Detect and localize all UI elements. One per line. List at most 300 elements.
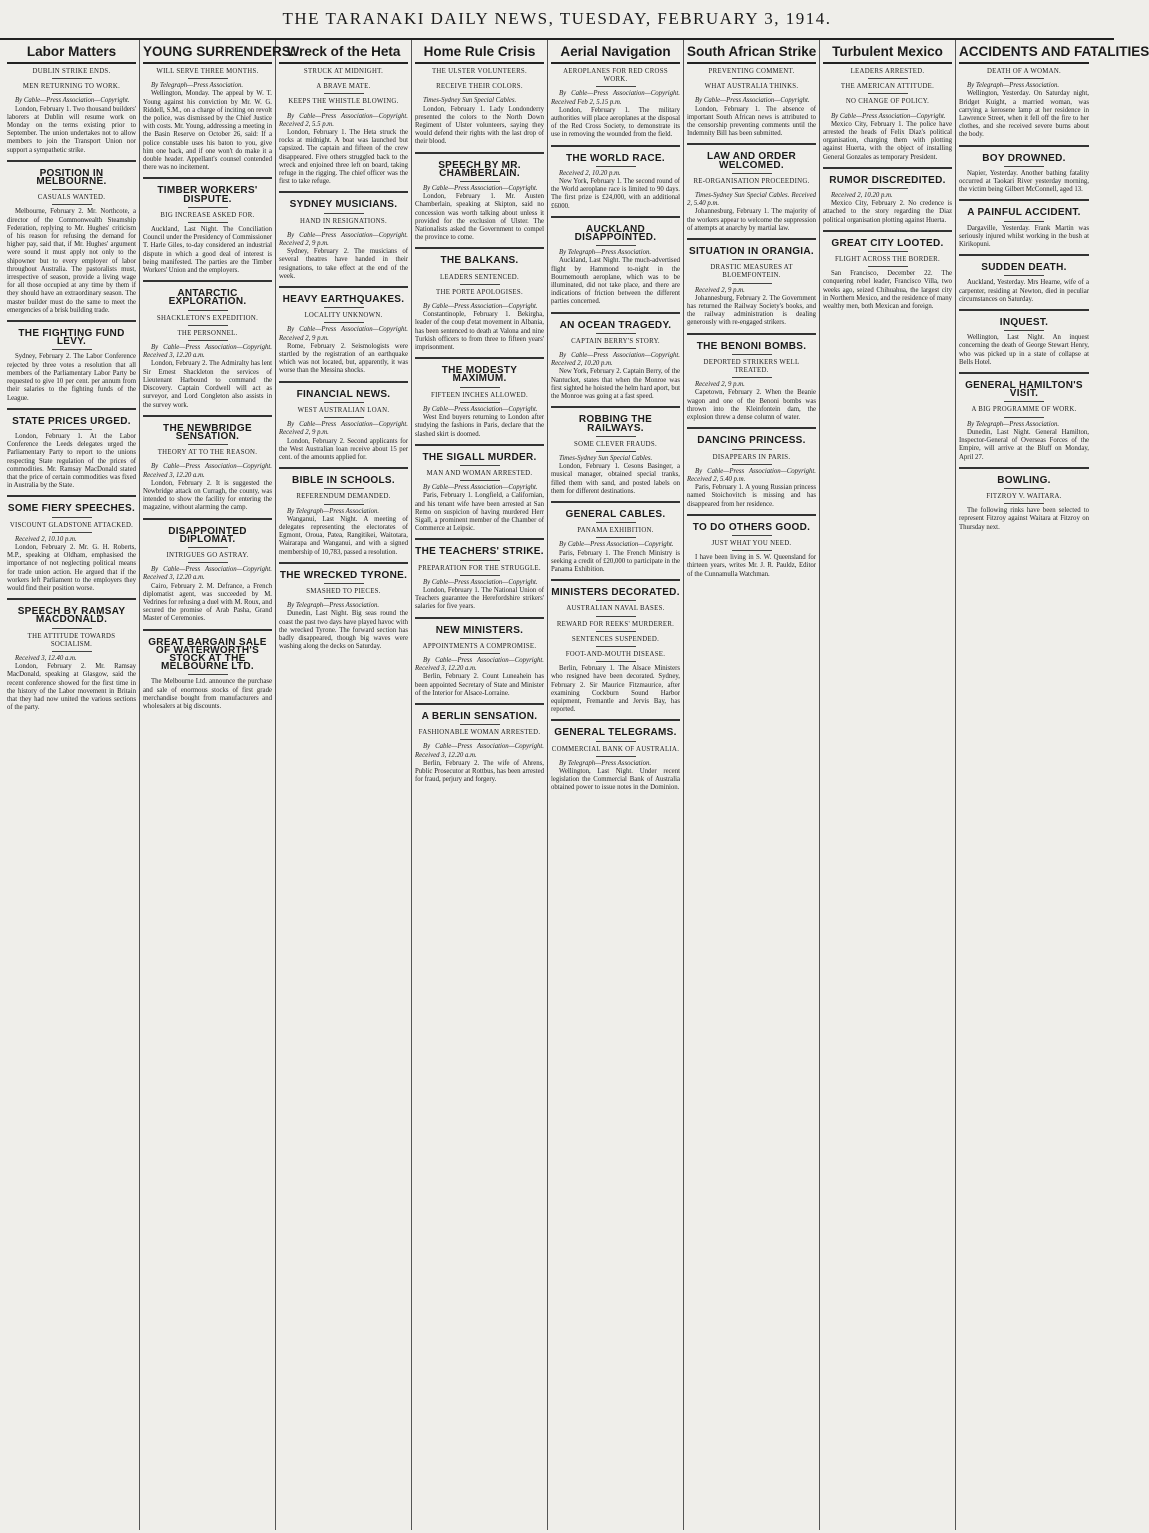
article-subheading: POSITION IN MELBOURNE. (36, 167, 107, 188)
article-subheading: THE ATTITUDE TOWARDS SOCIALISM. (27, 632, 116, 648)
heading-rule (324, 307, 364, 308)
heading-rule (460, 653, 500, 654)
article-separator (687, 427, 816, 429)
article-subheading: NO CHANGE OF POLICY. (845, 98, 930, 106)
article-body: Berlin, February 1. The Alsace Ministers who resigned have been decorated. Sydney, February 2. Sir Maurice Fitzmaurice, after examining Cockburn Sound Harbor equipment, Fremantle and Jervis Bay, has reported. (551, 665, 680, 714)
article-subheading: THE NEWBRIDGE SENSATION. (163, 422, 252, 442)
heading-rule (460, 269, 500, 270)
heading-rule (1004, 330, 1044, 331)
heading-rule (188, 325, 228, 326)
heading-rule (460, 739, 500, 740)
heading-rule (324, 504, 364, 505)
heading-rule (868, 266, 908, 267)
article-body: Berlin, February 2. Count Luneahein has been appointed Secretary of State and Minister of the Interior for Alsace-Lorraine. (415, 673, 544, 697)
article-subheading: STRUCK AT MIDNIGHT. (303, 68, 384, 75)
article-credit: By Cable—Press Association—Copyright. (831, 112, 946, 120)
heading-rule (596, 436, 636, 437)
article-credit: By Cable—Press Association—Copyright. Received 2, 5.40 p.m. (687, 467, 816, 483)
article-separator (551, 145, 680, 147)
column-heading: Labor Matters (7, 42, 136, 64)
heading-rule (188, 459, 228, 460)
article-separator (551, 312, 680, 314)
heading-rule (732, 535, 772, 536)
article-credit: By Telegraph—Press Association. (151, 82, 244, 90)
article-subheading: LAW AND ORDER WELCOMED. (706, 151, 797, 171)
article-separator (959, 372, 1089, 374)
heading-rule (324, 93, 364, 94)
article-subheading: MEN RETURNING TO WORK. (22, 83, 121, 91)
article-separator (279, 381, 408, 383)
heading-rule (596, 661, 636, 662)
article-body: London, February 1. Mr. Austen Chamberlain, speaking at Skipton, said no concession was worth talking about unless it provided for the exclusion of Ulster. The Nationalists asked the Government to compel the province to come. (415, 193, 544, 242)
heading-rule (52, 78, 92, 79)
article (7, 598, 136, 712)
article-body: Wanganui, Last Night. A meeting of delegates representing the electorates of Egmont, Oroua, Patea, Rangitikei, Waitotara, Wairarapa and Wanganui, and with a signed membership of 10,783, passed a resolution. (279, 515, 408, 556)
article-separator (823, 230, 952, 232)
article-subheading: CASUALS WANTED. (37, 194, 106, 202)
article-body: London, February 1. The military authorities will place aeroplanes at the disposal of the Red Cross Society, to demonstrate its use in removing the wounded from the field. (551, 106, 680, 139)
article-body: Mexico City, February 2. No credence is attached to the story regarding the Diaz political organisation plotting against Huerta. (823, 200, 952, 224)
heading-rule (324, 488, 364, 489)
heading-rule (460, 181, 500, 182)
article-subheading: CAPTAIN BERRY'S STORY. (571, 337, 660, 345)
article-credit: By Cable—Press Association—Copyright. (423, 484, 538, 492)
heading-rule (732, 550, 772, 551)
article-credit: By Cable—Press Association—Copyright. (423, 303, 538, 311)
article-subheading: SYDNEY MUSICIANS. (289, 199, 398, 211)
heading-rule (52, 349, 92, 350)
article-body: London, February 1. The National Union of Teachers guarantee the Herefordshire strikers' salaries for five years. (415, 586, 544, 611)
column-6 (684, 40, 820, 1530)
article-separator (143, 629, 272, 631)
article (415, 357, 544, 438)
article (551, 145, 680, 211)
article-subheading: FINANCIAL NEWS. (296, 388, 391, 400)
article-subheading: FITZROY V. WAITARA. (986, 492, 1062, 500)
article (551, 312, 680, 402)
masthead: THE TARANAKI DAILY NEWS, TUESDAY, FEBRUARY 3, 1914. (0, 0, 1114, 40)
article-subheading: A BRAVE MATE. (316, 83, 371, 91)
article-subheading: REFERENDUM DEMANDED. (296, 493, 391, 501)
article-separator (7, 160, 136, 162)
article (687, 68, 816, 138)
article (687, 333, 816, 423)
article-body: Mexico City, February 1. The police have arrested the heads of Felix Diaz's political organisation, charging them with plotting against Huerta, with the object of installing General Gonzales as temporary President. (823, 120, 952, 161)
heading-rule (460, 724, 500, 725)
article-credit: By Cable—Press Association—Copyright. (15, 97, 130, 105)
article (143, 280, 272, 409)
article-body: London, February 2. Second applicants for the West Australian loan receive about 15 per cent. of the amounts applied for. (279, 437, 408, 461)
heading-rule (460, 575, 500, 576)
article-separator (143, 415, 272, 417)
article-subheading: DEPORTED STRIKERS WELL TREATED. (703, 358, 800, 375)
heading-rule (732, 449, 772, 450)
article-subheading: THE PERSONNEL. (177, 329, 238, 337)
heading-rule (596, 522, 636, 523)
article-subheading: SOME FIERY SPEECHES. (7, 503, 136, 515)
column-heading: South African Strike (687, 42, 816, 64)
article-separator (687, 143, 816, 145)
heading-rule (732, 354, 772, 355)
heading-rule (52, 189, 92, 190)
article-credit: By Cable—Press Association—Copyright. (695, 97, 810, 105)
article-separator (279, 191, 408, 193)
heading-rule (596, 348, 636, 349)
article-separator (823, 167, 952, 169)
article-body: Dargaville, Yesterday. Frank Martin was seriously injured whilst working in the bush at Kirikopuni. (959, 224, 1089, 249)
article-subheading: RUMOR DISCREDITED. (829, 174, 946, 186)
heading-rule (868, 251, 908, 252)
article-separator (551, 501, 680, 503)
article-subheading: THE AMERICAN ATTITUDE. (840, 83, 935, 91)
article-body: Berlin, February 2. The wife of Ahrens, Public Prosecutor at Rottbus, has been arrested for fraud, perjury and forgery. (415, 759, 544, 784)
article-body: Wellington, Last Night. An inquest concerning the death of George Stewart Henry, who was picked up in a state of collapse at Bells Hotel. (959, 334, 1089, 366)
article-body: The Melbourne Ltd. announce the purchase and sale of enormous stocks of first grade merchandise bought from manufacturers and wholesalers at big discounts. (143, 678, 272, 710)
article-separator (143, 280, 272, 282)
article-credit: By Telegraph—Press Association. (559, 249, 652, 257)
article (279, 191, 408, 281)
article (687, 238, 816, 328)
article-separator (687, 514, 816, 516)
article-subheading: LEADERS SENTENCED. (439, 273, 520, 281)
article-body: Rome, February 2. Seismologists were startled by the registration of an earthquake which was not located, but, apparently, it was worse than the Messina shocks. (279, 342, 408, 375)
article-body: London, February 2. It is suggested the Newbridge attack on Curragh, the county, was intended to show the facility for entering the magazine, without alarming the camp. (143, 479, 272, 512)
heading-rule (324, 322, 364, 323)
heading-rule (188, 207, 228, 208)
article-subheading: SOME CLEVER FRAUDS. (574, 440, 657, 448)
column-8 (956, 40, 1149, 1530)
article-subheading: AUSTRALIAN NAVAL BASES. (566, 605, 665, 613)
article-credit: By Cable—Press Association—Copyright. (423, 578, 538, 586)
article-subheading: AN OCEAN TRAGEDY. (559, 319, 672, 331)
heading-rule (596, 86, 636, 87)
article-body: London, February 1. The Heta struck the rocks at midnight. A boat was launched but capsized. The captain and fifteen of the crew disappeared. Five others struggled back to the wreck and enjoined three left on board, taking refuge in the rigging. The chief officer was the first to take refuge. (279, 129, 408, 186)
article-body: Johannesburg, February 2. The Government has returned the Railway Society's books, and the railway administration is dealing generously with re-engaged strikers. (687, 294, 816, 327)
article-subheading: GENERAL HAMILTON'S VISIT. (965, 380, 1083, 400)
article-body: Melbourne, February 2. Mr. Northcote, a director of the Commonwealth Steamship Federation, replying to Mr. Hughes' criticism of his reason for refusing the demand for higher pay, said that, if Mr. Hughes' argument were sound it must apply not only to the shipowner but to every employer of labor throughout Australia. The pastoralists must, irrespective of season, provide a living wage for all those occupied at any time by them if they should have an extraordinary season. The master builder must do the same to meet the emergencies of a brisk building trade. (7, 208, 136, 314)
article (279, 68, 408, 186)
article-body: Capetown, February 2. When the Beanie wagon and one of the Benoni bombs was thrown into the Kleinfontein dam, the explosion threw a dense column of water. (687, 389, 816, 422)
article (551, 216, 680, 307)
article-subheading: COMMERCIAL BANK OF AUSTRALIA. (551, 745, 680, 753)
article-subheading: FOOT-AND-MOUTH DISEASE. (565, 650, 666, 658)
article-subheading: LOCALITY UNKNOWN. (304, 312, 383, 320)
article-separator (415, 444, 544, 446)
article-credit: By Cable—Press Association—Copyright. Received 2, 10.20 p.m. (551, 352, 680, 368)
heading-rule (596, 616, 636, 617)
article-subheading: JUST WHAT YOU NEED. (711, 539, 792, 547)
article (7, 68, 136, 155)
article-body: Napier, Yesterday. Another bathing fatality occurred at Taokari River yesterday morning, the victim being Gilbert McConnell, aged 13. (959, 169, 1089, 194)
heading-rule (324, 598, 364, 599)
article-separator (7, 320, 136, 322)
article-subheading: SENTENCES SUSPENDED. (571, 635, 660, 643)
heading-rule (188, 444, 228, 445)
article-subheading: DUBLIN STRIKE ENDS. (32, 68, 111, 75)
article-body: West End buyers returning to London after studying the fashions in Paris, declare that the slashed skirt is doomed. (415, 414, 544, 438)
article (7, 320, 136, 403)
article (415, 617, 544, 698)
article-credit: By Cable—Press Association—Copyright. Received 2, 5.5 p.m. (279, 112, 408, 128)
heading-rule (732, 188, 772, 189)
article-credit: By Cable—Press Association—Copyright. Received 2, 9 p.m. (279, 231, 408, 248)
article-subheading: THE FIGHTING FUND LEVY. (18, 328, 125, 348)
article (415, 538, 544, 611)
article-body: I have been living in S. W. Queensland for thirteen years, writes Mr. J. R. Pauldz, Editor of the Cunnamulla Watchman. (687, 554, 816, 578)
heading-rule (52, 628, 92, 629)
article-body: Auckland, Last Night. The much-advertised flight by Hammond to-night in the Bournemouth aeroplane, which was to be illuminated, did not take place, and there are indications of friction between the different parties concerned. (551, 257, 680, 306)
article (279, 381, 408, 462)
article-subheading: THE PORTE APOLOGISES. (436, 288, 523, 296)
article-subheading: REWARD FOR REEKS' MURDERER. (556, 620, 675, 628)
article-subheading: VISCOUNT GLADSTONE ATTACKED. (9, 521, 134, 529)
article (959, 199, 1089, 249)
article-credit: By Telegraph—Press Association. (287, 602, 380, 610)
heading-rule (460, 387, 500, 388)
article (7, 495, 136, 593)
article (551, 406, 680, 496)
article (959, 372, 1089, 462)
heading-rule (1004, 166, 1044, 167)
article-separator (143, 177, 272, 179)
article-subheading: INTRIGUES GO ASTRAY. (166, 551, 249, 559)
article-separator (959, 309, 1089, 311)
article-subheading: INQUEST. (999, 317, 1049, 329)
article (959, 68, 1089, 140)
heading-rule (732, 283, 772, 284)
article-credit: By Cable—Press Association—Copyright. Received 3, 12.20 a.m. (143, 463, 272, 479)
heading-rule (1004, 221, 1044, 222)
article (959, 254, 1089, 304)
article (823, 167, 952, 225)
heading-rule (188, 78, 228, 79)
column-heading: Turbulent Mexico (823, 42, 952, 64)
article-subheading: MAN AND WOMAN ARRESTED. (426, 469, 533, 477)
heading-rule (732, 173, 772, 174)
article-subheading: THE WRECKED TYRONE. (279, 569, 408, 581)
article-credit: By Telegraph—Press Association. (967, 420, 1060, 428)
article-credit: Times-Sydney Sun Special Cables. (423, 97, 517, 105)
article (551, 501, 680, 574)
article-credit: By Cable—Press Association—Copyright. Received 3, 12.20 a.m. (415, 743, 544, 759)
article-subheading: THE WORLD RACE. (566, 152, 665, 164)
article-body: Wellington, Yesterday. On Saturday night, Bridget Kuight, a married woman, was carrying a kerosene lamp at her residence in Lawrence Street, when it fell off the fire to her clothes, and she received severe burns about the body. (959, 90, 1089, 139)
article-body: Wellington, Monday. The appeal by W. T. Young against his conviction by Mr. W. G. Riddell, S.M., on a charge of inciting on revolt the police, was dismissed by the Chief Justice with costs. Mr. Young, addressing a meeting in the Basin Reserve on October 26, said: If a police constable uses his baton to you, give him one back, and if one won't do make it a double header. Appellant's counsel contended there was no incitement. (143, 90, 272, 172)
article-credit: By Cable—Press Association—Copyright. Received Feb 2, 5.15 p.m. (551, 90, 680, 106)
article-subheading: A BERLIN SENSATION. (421, 710, 538, 722)
article-subheading: A BIG PROGRAMME OF WORK. (971, 406, 1077, 414)
article-separator (143, 518, 272, 520)
heading-rule (596, 631, 636, 632)
article-subheading: DISAPPOINTED DIPLOMAT. (168, 525, 247, 545)
article-subheading: BOY DROWNED. (982, 152, 1066, 164)
article-subheading: HEAVY EARTHQUAKES. (282, 294, 405, 306)
heading-rule (1004, 78, 1044, 79)
article-separator (415, 617, 544, 619)
article-subheading: SHACKLETON'S EXPEDITION. (156, 314, 259, 322)
heading-rule (188, 222, 228, 223)
heading-rule (52, 93, 92, 94)
article (823, 230, 952, 311)
article-separator (959, 199, 1089, 201)
article-separator (687, 333, 816, 335)
article-subheading: SPEECH BY RAMSAY MACDONALD. (17, 606, 126, 626)
heading-rule (596, 166, 636, 167)
column-5 (548, 40, 684, 1530)
heading-rule (188, 340, 228, 341)
article-body: Dunedin, Last Night. General Hamilton, Inspector-General of Overseas Forces of the Empire, will arrive at the Bluff on Monday, April 27. (959, 428, 1089, 461)
article-subheading: SMASHED TO PIECES. (306, 587, 381, 595)
article (7, 408, 136, 491)
article-credit: By Cable—Press Association—Copyright. Received 3, 12.20 a.m. (143, 566, 272, 582)
article-subheading: RE-ORGANISATION PROCEEDING. (693, 177, 810, 185)
article-subheading: PREVENTING COMMENT. (708, 68, 795, 75)
heading-rule (868, 109, 908, 110)
article-subheading: APPOINTMENTS A COMPROMISE. (422, 642, 537, 650)
heading-rule (324, 402, 364, 403)
article-separator (959, 254, 1089, 256)
article-subheading: WEST AUSTRALIAN LOAN. (297, 406, 390, 414)
heading-rule (460, 93, 500, 94)
article-separator (551, 406, 680, 408)
article-body: Cairo, February 2. M. Defrance, a French diplomatist agent, was succeeded by M. Vedrines for refusing a duel with M. Roux, and secured the promise of Arab Pasha, Grand Master of Ceremonies. (143, 582, 272, 623)
article (959, 309, 1089, 367)
heading-rule (188, 562, 228, 563)
heading-rule (596, 537, 636, 538)
heading-rule (596, 756, 636, 757)
article-subheading: WHAT AUSTRALIA THINKS. (704, 83, 799, 91)
article-body: Wellington, Last Night. Under recent legislation the Commercial Bank of Australia obtained power to issue notes in the Dominion. (551, 767, 680, 792)
heading-rule (596, 333, 636, 334)
article-subheading: PANAMA EXHIBITION. (577, 527, 654, 535)
heading-rule (188, 310, 228, 311)
article-body: London, February 1. At the Labor Conference the Leeds delegates urged the Parliamentary Party to report to the unions respecting State regulation of the prices of commodities. Mr. Ramsay MacDonald stated that the price of certain commodities was fixed in Australia by the State. (7, 432, 136, 490)
column-heading: YOUNG SURRENDERS. (143, 42, 272, 64)
article-credit: Received 2, 10.10 p.m. (15, 535, 77, 543)
heading-rule (324, 228, 364, 229)
article (415, 152, 544, 243)
article (415, 68, 544, 147)
article-credit: By Telegraph—Press Association. (967, 82, 1060, 90)
column-7 (820, 40, 956, 1530)
heading-rule (1004, 503, 1044, 504)
article (143, 177, 272, 275)
article-subheading: HAND IN RESIGNATIONS. (300, 217, 387, 225)
article (415, 444, 544, 534)
article (551, 68, 680, 140)
article (143, 518, 272, 624)
article-subheading: KEEPS THE WHISTLE BLOWING. (288, 98, 399, 106)
article-body: London, February 1. The absence of important South African news is attributed to the censorship preventing comments until the Indemnity Bill has been submitted. (687, 105, 816, 138)
heading-rule (324, 417, 364, 418)
article-subheading: SPEECH BY MR. CHAMBERLAIN. (438, 159, 521, 179)
heading-rule (460, 402, 500, 403)
article-subheading: NEW MINISTERS. (435, 624, 524, 636)
heading-rule (732, 464, 772, 465)
article (143, 415, 272, 513)
heading-rule (596, 245, 636, 246)
article (959, 467, 1089, 532)
heading-rule (324, 78, 364, 79)
heading-rule (596, 600, 636, 601)
heading-rule (1004, 275, 1044, 276)
article-subheading: FLIGHT ACROSS THE BORDER. (834, 256, 941, 264)
article-body: London, February 1. Cesons Basinger, a musical manager, obtained special tranks, filled them with sand, and posted labels on them for different destinations. (551, 463, 680, 495)
heading-rule (52, 651, 92, 652)
article (143, 68, 272, 172)
article-subheading: SUDDEN DEATH. (981, 262, 1067, 274)
article-subheading: GENERAL CABLES. (565, 508, 666, 520)
article-body: London, February 2. The Admiralty has lent Sir Ernest Shackleton the services of Lieutenant Harbound to command the Discovery. Captain Cordwell will act as surveyor, and Lord Congleton also assists in the survey work. (143, 360, 272, 409)
heading-rule (868, 78, 908, 79)
article-credit: By Cable—Press Association—Copyright. Received 3, 12.20 a.m. (143, 344, 272, 360)
article (143, 629, 272, 712)
article-body: New York, February 2. Captain Berry, of the Nantucket, states that when the Monroe was first sighted he hoisted the helm hard aport, but the Monroe was going at a fast speed. (551, 368, 680, 401)
heading-rule (52, 532, 92, 533)
article-body: London, February 2. Mr. Ramsay MacDonald, speaking at Glasgow, said the recent conference showed for the first time in the history of the Labor movement in Britain that they had now united the various sections of the party. (7, 663, 136, 712)
article-subheading: DRASTIC MEASURES AT BLOEMFONTEIN. (710, 264, 793, 280)
article-separator (7, 495, 136, 497)
heading-rule (460, 560, 500, 561)
article-separator (7, 598, 136, 600)
article-subheading: THE TEACHERS' STRIKE. (415, 546, 544, 558)
column-2 (140, 40, 295, 1530)
article-credit: Received 2, 10.20 p.m. (559, 169, 621, 177)
column-heading: Aerial Navigation (551, 42, 680, 64)
heading-rule (188, 674, 228, 675)
column-1 (4, 40, 140, 1530)
heading-rule (596, 646, 636, 647)
article-body: Johannesburg, February 1. The majority of the workers appear to welcome the suppression of attempts at anarchy by martial law. (687, 208, 816, 232)
heading-rule (868, 188, 908, 189)
article-subheading: PREPARATION FOR THE STRUGGLE. (418, 564, 541, 572)
article-subheading: SITUATION IN ORANGIA. (688, 246, 814, 258)
article-separator (551, 579, 680, 581)
heading-rule (460, 78, 500, 79)
article (279, 467, 408, 557)
article-subheading: FASHIONABLE WOMAN ARRESTED. (418, 729, 541, 737)
article (415, 703, 544, 784)
article-subheading: A PAINFUL ACCIDENT. (967, 207, 1081, 219)
article (823, 68, 952, 162)
article-subheading: THE ULSTER VOLUNTEERS. (431, 68, 528, 75)
heading-rule (324, 213, 364, 214)
heading-rule (460, 465, 500, 466)
article-body: London, February 1. Two thousand builders' laborers at Dublin will resume work on Monday on the terms existing prior to September. The union undertakes not to allow members to join the Transport Union nor support a sympathetic strike. (7, 105, 136, 154)
article-credit: Received 3, 12.40 a.m. (15, 654, 77, 662)
article-subheading: DEATH OF A WOMAN. (986, 68, 1062, 75)
heading-rule (460, 480, 500, 481)
column-heading: ACCIDENTS AND FATALITIES (959, 42, 1089, 64)
article-credit: By Cable—Press Association—Copyright. Received 2, 9 p.m. (279, 421, 408, 437)
article-body: Sydney, February 2. The Labor Conference rejected by three votes a resolution that all members of the Parliamentary Labor Party be requested to give 10 per cent. per annum from their salaries to the fighting funds of the League. (7, 353, 136, 402)
heading-rule (732, 78, 772, 79)
article-body: Paris, February 1. A young Russian princess named Stoichovitch is missing and has disappeared from her residence. (687, 484, 816, 508)
article-subheading: BIG INCREASE ASKED FOR. (160, 211, 255, 219)
heading-rule (868, 93, 908, 94)
heading-rule (596, 741, 636, 742)
article-separator (279, 467, 408, 469)
article-subheading: THE SIGALL MURDER. (422, 451, 537, 463)
heading-rule (1004, 401, 1044, 402)
heading-rule (596, 451, 636, 452)
article-credit: By Cable—Press Association—Copyright. Received 2, 9 p.m. (279, 326, 408, 342)
article-separator (415, 247, 544, 249)
article (551, 579, 680, 714)
heading-rule (460, 284, 500, 285)
heading-rule (324, 109, 364, 110)
article-separator (959, 467, 1089, 469)
